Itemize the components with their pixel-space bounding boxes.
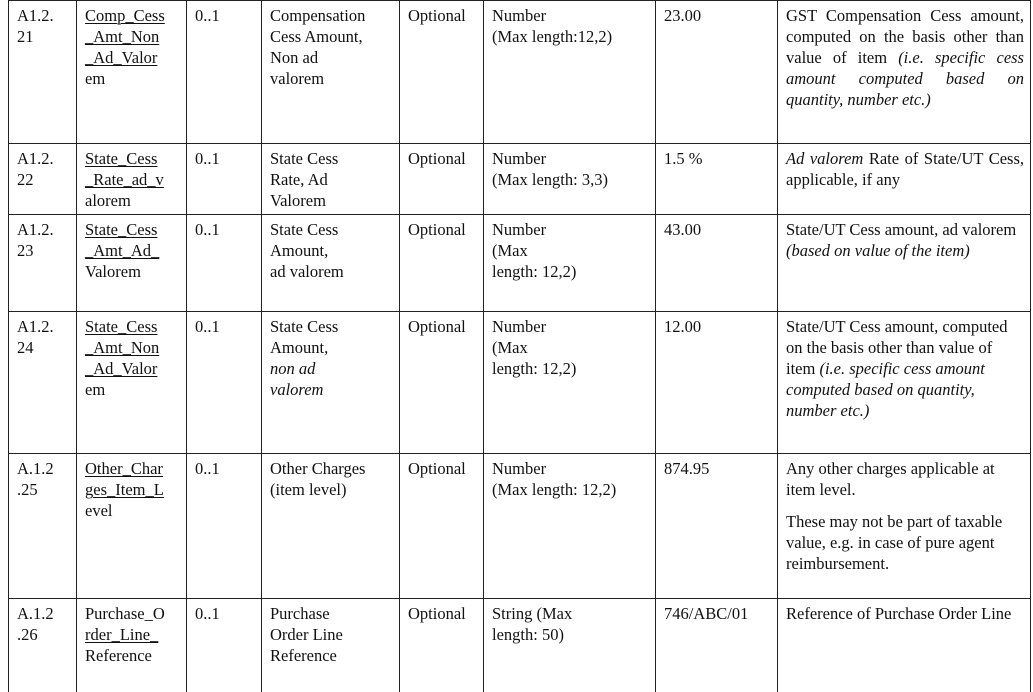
- field-description-cell: Other Charges (item level): [262, 454, 400, 599]
- cardinality-cell: 0..1: [187, 1, 262, 144]
- field-name-cell: State_Cess _Amt_Non _Ad_Valor em: [77, 312, 187, 454]
- field-id-cell: A1.2. 21: [9, 1, 77, 144]
- sample-value-cell: 1.5 %: [656, 144, 778, 215]
- schema-field-table: [8, 0, 1031, 692]
- field-description-cell: State Cess Amount, non ad valorem: [262, 312, 400, 454]
- data-type-cell: String (Max length: 50): [484, 599, 656, 692]
- data-type-cell: Number (Max length: 12,2): [484, 215, 656, 312]
- cardinality-cell: 0..1: [187, 599, 262, 692]
- remarks-cell: Ad valorem Rate of State/UT Cess, applicable, if any: [778, 144, 1031, 215]
- usage-cell: Optional: [400, 215, 484, 312]
- remarks-cell: GST Compensation Cess amount, computed on the basis other than value of item (i.e. specific cess amount computed based on quantity, number etc.): [778, 1, 1031, 144]
- field-id-cell: A1.2. 23: [9, 215, 77, 312]
- table-row: [9, 312, 1031, 454]
- remarks-cell: Any other charges applicable at item level. These may not be part of taxable value, e.g. in case of pure agent reimbursement.: [778, 454, 1031, 599]
- field-id-cell: A1.2. 24: [9, 312, 77, 454]
- cardinality-cell: 0..1: [187, 215, 262, 312]
- table-row: [9, 599, 1031, 692]
- sample-value-cell: 12.00: [656, 312, 778, 454]
- sample-value-cell: 23.00: [656, 1, 778, 144]
- remarks-cell: Reference of Purchase Order Line: [778, 599, 1031, 692]
- table-row: [9, 454, 1031, 599]
- table-row: [9, 215, 1031, 312]
- field-id-cell: A.1.2 .25: [9, 454, 77, 599]
- sample-value-cell: 874.95: [656, 454, 778, 599]
- field-name-cell: State_Cess _Rate_ad_v alorem: [77, 144, 187, 215]
- data-type-cell: Number (Max length: 3,3): [484, 144, 656, 215]
- data-type-cell: Number (Max length:12,2): [484, 1, 656, 144]
- cardinality-cell: 0..1: [187, 454, 262, 599]
- usage-cell: Optional: [400, 312, 484, 454]
- usage-cell: Optional: [400, 454, 484, 599]
- sample-value-cell: 43.00: [656, 215, 778, 312]
- field-description-cell: State Cess Amount, ad valorem: [262, 215, 400, 312]
- table-row: [9, 1, 1031, 144]
- sample-value-cell: 746/ABC/01: [656, 599, 778, 692]
- usage-cell: Optional: [400, 1, 484, 144]
- field-description-cell: State Cess Rate, Ad Valorem: [262, 144, 400, 215]
- remarks-cell: State/UT Cess amount, ad valorem (based on value of the item): [778, 215, 1031, 312]
- field-name-cell: Comp_Cess _Amt_Non _Ad_Valor em: [77, 1, 187, 144]
- field-description-cell: Purchase Order Line Reference: [262, 599, 400, 692]
- field-id-cell: A.1.2 .26: [9, 599, 77, 692]
- field-name-cell: Purchase_O rder_Line_ Reference: [77, 599, 187, 692]
- field-id-cell: A1.2. 22: [9, 144, 77, 215]
- data-type-cell: Number (Max length: 12,2): [484, 454, 656, 599]
- remarks-cell: State/UT Cess amount, computed on the basis other than value of item (i.e. specific cess amount computed based on quantity, number etc.): [778, 312, 1031, 454]
- table-row: [9, 144, 1031, 215]
- cardinality-cell: 0..1: [187, 144, 262, 215]
- field-description-cell: Compensation Cess Amount, Non ad valorem: [262, 1, 400, 144]
- usage-cell: Optional: [400, 144, 484, 215]
- data-type-cell: Number (Max length: 12,2): [484, 312, 656, 454]
- field-name-cell: Other_Char ges_Item_L evel: [77, 454, 187, 599]
- field-name-cell: State_Cess _Amt_Ad_ Valorem: [77, 215, 187, 312]
- cardinality-cell: 0..1: [187, 312, 262, 454]
- usage-cell: Optional: [400, 599, 484, 692]
